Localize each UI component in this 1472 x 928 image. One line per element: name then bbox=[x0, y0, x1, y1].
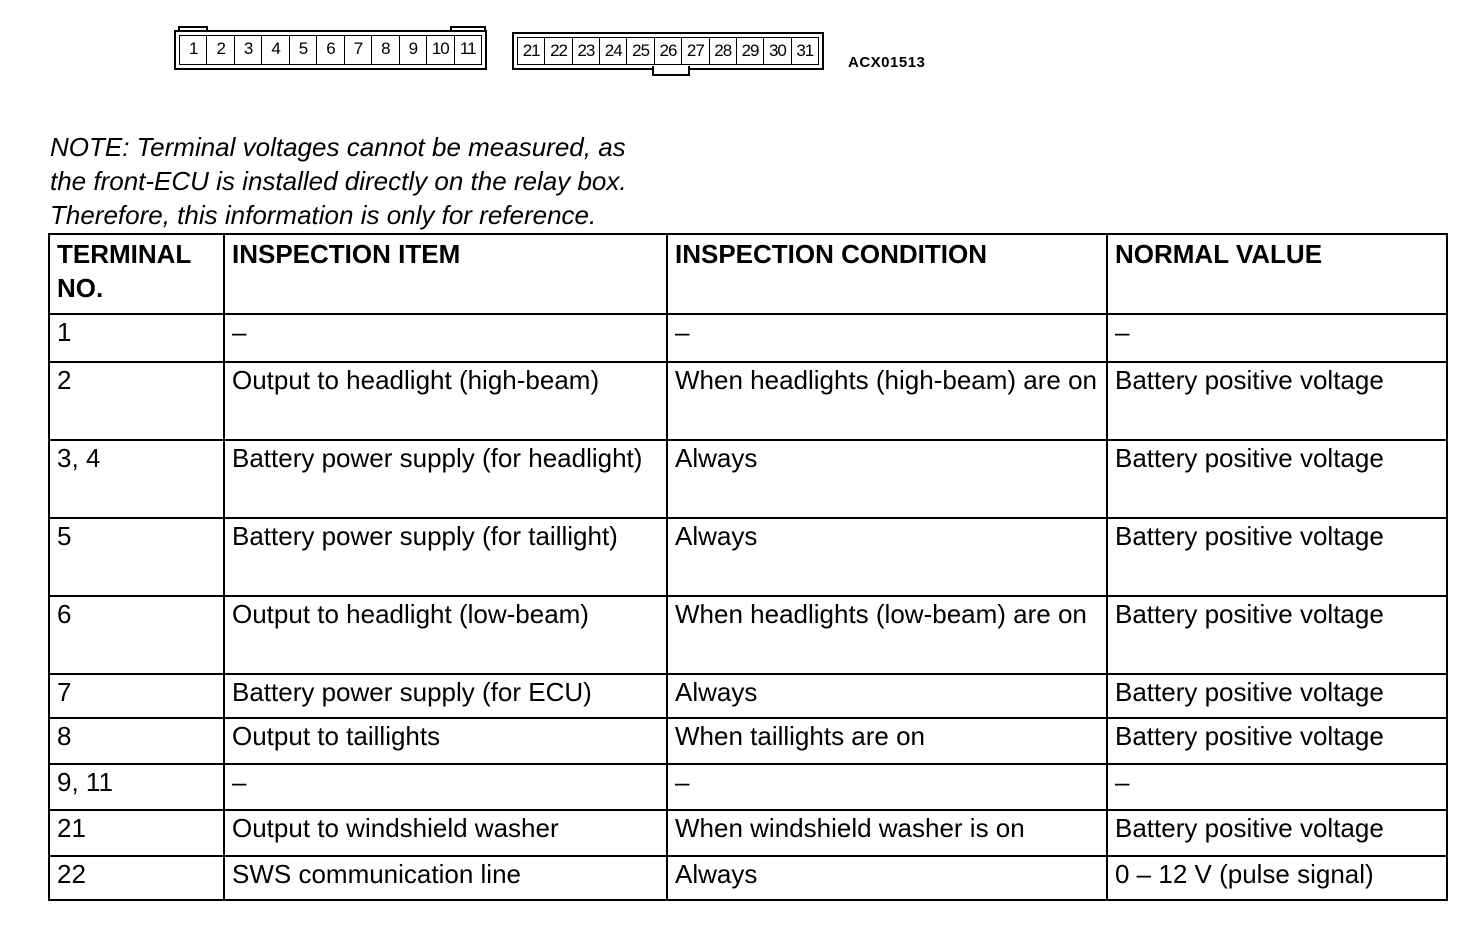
connector-a-pin-2: 2 bbox=[207, 36, 234, 64]
diagram-id-label: ACX01513 bbox=[848, 54, 926, 71]
connector-a-pin-7: 7 bbox=[345, 36, 372, 64]
cell-inspection-item: SWS communication line bbox=[224, 856, 667, 900]
connector-a-pin-6: 6 bbox=[317, 36, 344, 64]
cell-normal-value: Battery positive voltage bbox=[1107, 518, 1447, 596]
cell-inspection-condition: – bbox=[667, 764, 1107, 810]
table-row bbox=[49, 314, 1447, 362]
note-line: NOTE: Terminal voltages cannot be measured, as bbox=[50, 132, 626, 162]
table-body bbox=[49, 314, 1447, 900]
cell-normal-value: – bbox=[1107, 314, 1447, 362]
connector-b-pin-23: 23 bbox=[573, 38, 600, 64]
cell-normal-value: Battery positive voltage bbox=[1107, 440, 1447, 518]
connector-a-pin-row bbox=[179, 35, 482, 65]
cell-inspection-item: Output to taillights bbox=[224, 718, 667, 764]
cell-inspection-item: Output to headlight (high-beam) bbox=[224, 362, 667, 440]
connector-a-pin-8: 8 bbox=[372, 36, 399, 64]
cell-normal-value: Battery positive voltage bbox=[1107, 810, 1447, 856]
connector-a-diagram bbox=[174, 30, 487, 70]
cell-inspection-item: Battery power supply (for headlight) bbox=[224, 440, 667, 518]
connector-b-pin-21: 21 bbox=[518, 38, 545, 64]
table-row bbox=[49, 718, 1447, 764]
connector-b-pin-22: 22 bbox=[545, 38, 572, 64]
table-row bbox=[49, 810, 1447, 856]
header-terminal-no: TERMINAL NO. bbox=[49, 234, 224, 314]
cell-terminal-no: 21 bbox=[49, 810, 224, 856]
cell-inspection-condition: Always bbox=[667, 518, 1107, 596]
cell-inspection-condition: Always bbox=[667, 674, 1107, 718]
cell-inspection-condition: When headlights (low-beam) are on bbox=[667, 596, 1107, 674]
cell-inspection-item: – bbox=[224, 314, 667, 362]
reference-note bbox=[50, 130, 627, 232]
terminal-inspection-table bbox=[48, 233, 1448, 901]
cell-normal-value: Battery positive voltage bbox=[1107, 596, 1447, 674]
table-row bbox=[49, 674, 1447, 718]
cell-inspection-condition: When headlights (high-beam) are on bbox=[667, 362, 1107, 440]
cell-inspection-condition: When taillights are on bbox=[667, 718, 1107, 764]
connector-b-pin-25: 25 bbox=[627, 38, 654, 64]
cell-terminal-no: 1 bbox=[49, 314, 224, 362]
header-inspection-condition: INSPECTION CONDITION bbox=[667, 234, 1107, 314]
cell-terminal-no: 5 bbox=[49, 518, 224, 596]
connector-b-pin-26: 26 bbox=[655, 38, 682, 64]
connector-a-pin-5: 5 bbox=[290, 36, 317, 64]
connector-b-key-tab bbox=[652, 66, 690, 76]
cell-inspection-condition: – bbox=[667, 314, 1107, 362]
note-line: the front-ECU is installed directly on the relay box. bbox=[50, 166, 627, 196]
cell-inspection-item: Output to headlight (low-beam) bbox=[224, 596, 667, 674]
connector-b-pin-24: 24 bbox=[600, 38, 627, 64]
connector-b-pin-29: 29 bbox=[737, 38, 764, 64]
cell-terminal-no: 6 bbox=[49, 596, 224, 674]
connector-a-pin-11: 11 bbox=[459, 39, 476, 58]
cell-inspection-condition: Always bbox=[667, 440, 1107, 518]
cell-terminal-no: 2 bbox=[49, 362, 224, 440]
cell-normal-value: Battery positive voltage bbox=[1107, 718, 1447, 764]
connector-a-pin-1: 1 bbox=[180, 36, 207, 64]
cell-inspection-item: – bbox=[224, 764, 667, 810]
cell-inspection-condition: When windshield washer is on bbox=[667, 810, 1107, 856]
cell-inspection-condition: Always bbox=[667, 856, 1107, 900]
connector-b-pin-30: 30 bbox=[764, 38, 791, 64]
connector-b-pin-27: 27 bbox=[682, 38, 709, 64]
cell-terminal-no: 9, 11 bbox=[49, 764, 224, 810]
connector-a-pin-10: 10 bbox=[427, 36, 454, 64]
connector-a-pin-9: 9 bbox=[400, 36, 427, 64]
cell-normal-value: 0 – 12 V (pulse signal) bbox=[1107, 856, 1447, 900]
table-header-row bbox=[49, 234, 1447, 314]
table-row bbox=[49, 596, 1447, 674]
cell-normal-value: – bbox=[1107, 764, 1447, 810]
table-row bbox=[49, 764, 1447, 810]
connector-b-diagram bbox=[512, 32, 824, 70]
cell-terminal-no: 3, 4 bbox=[49, 440, 224, 518]
header-inspection-item: INSPECTION ITEM bbox=[224, 234, 667, 314]
connector-b-pin-row bbox=[517, 37, 819, 65]
connector-b-pin-31: 31 bbox=[796, 41, 814, 60]
connector-a-pin-4: 4 bbox=[262, 36, 289, 64]
table-row bbox=[49, 856, 1447, 900]
cell-terminal-no: 7 bbox=[49, 674, 224, 718]
table-row bbox=[49, 440, 1447, 518]
table-row bbox=[49, 362, 1447, 440]
header-normal-value: NORMAL VALUE bbox=[1107, 234, 1447, 314]
cell-terminal-no: 22 bbox=[49, 856, 224, 900]
cell-normal-value: Battery positive voltage bbox=[1107, 674, 1447, 718]
cell-inspection-item: Battery power supply (for taillight) bbox=[224, 518, 667, 596]
cell-normal-value: Battery positive voltage bbox=[1107, 362, 1447, 440]
connector-a-pin-3: 3 bbox=[235, 36, 262, 64]
cell-inspection-item: Output to windshield washer bbox=[224, 810, 667, 856]
table-row bbox=[49, 518, 1447, 596]
cell-terminal-no: 8 bbox=[49, 718, 224, 764]
connector-b-pin-28: 28 bbox=[710, 38, 737, 64]
note-line: Therefore, this information is only for reference. bbox=[50, 200, 597, 230]
cell-inspection-item: Battery power supply (for ECU) bbox=[224, 674, 667, 718]
